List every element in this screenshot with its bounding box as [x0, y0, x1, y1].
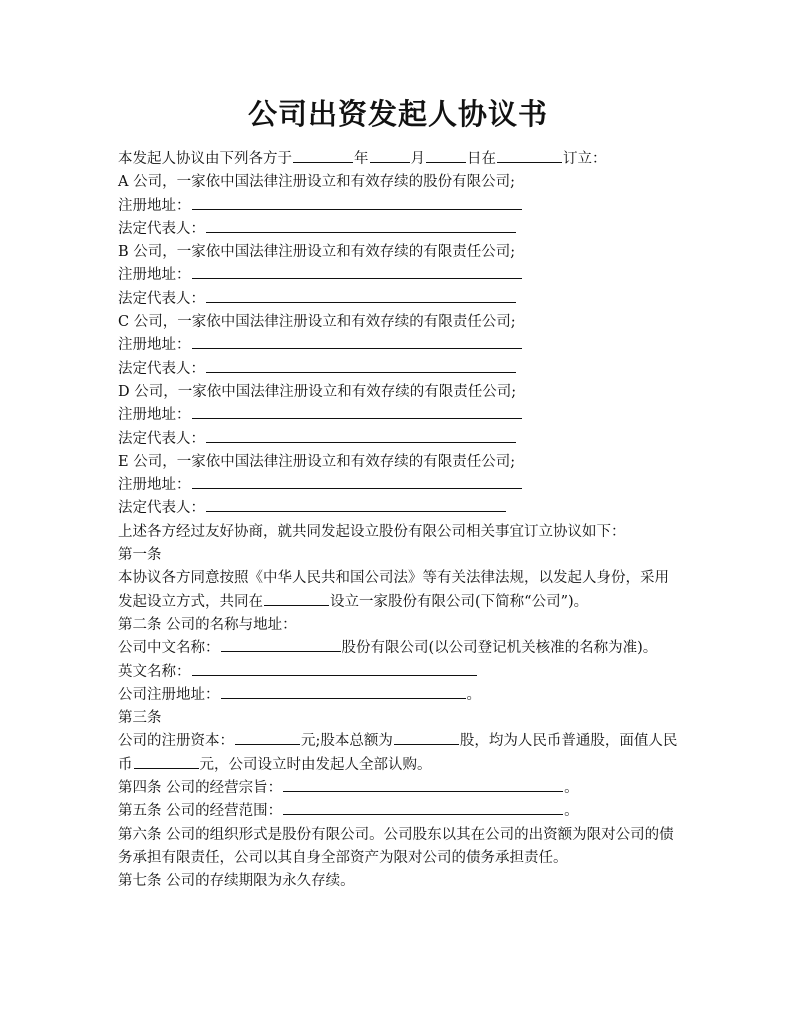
party-description: E 公司，一家依中国法律注册设立和有效存续的有限责任公司;	[118, 453, 516, 470]
party-address-row	[118, 404, 678, 427]
party-rep-row	[118, 497, 678, 520]
party-address-row	[118, 474, 678, 497]
capital-row	[118, 730, 678, 777]
article-5-text: 第五条 公司的经营范围：	[118, 803, 283, 820]
capital-mid: 元;股本总额为	[301, 733, 393, 750]
rep-label: 法定代表人：	[118, 500, 205, 517]
company-address-label: 公司注册地址：	[118, 686, 220, 703]
document-body	[118, 148, 678, 894]
article-5-end: 。	[564, 803, 579, 820]
party-description: D 公司，一家依中国法律注册设立和有效存续的有限责任公司;	[118, 383, 517, 400]
blank-field[interactable]	[426, 148, 466, 163]
blank-field[interactable]	[192, 195, 522, 210]
capital-label: 公司的注册资本：	[118, 733, 234, 750]
blank-field[interactable]	[370, 148, 410, 163]
party-rep-row	[118, 358, 678, 381]
capital-mid2: 股，均为人民币普通股，面值人民币	[118, 733, 678, 773]
cn-name-suffix: 股份有限公司(以公司登记机关核准的名称为准)。	[341, 640, 658, 657]
intro-signed: 订立：	[563, 151, 607, 167]
address-label: 注册地址：	[118, 197, 191, 214]
article-4-text: 第四条 公司的经营宗旨：	[118, 780, 283, 797]
rep-label: 法定代表人：	[118, 220, 205, 237]
article-6-text: 第六条 公司的组织形式是股份有限公司。公司股东以其在公司的出资额为限对公司的债务承担有限责任，公司以其自身全部资产为限对公司的债务承担责任。	[118, 826, 674, 866]
blank-field[interactable]	[192, 264, 522, 279]
blank-field[interactable]	[192, 334, 522, 349]
article-4-end: 。	[564, 780, 579, 797]
company-en-name-row	[118, 661, 678, 684]
document-title: 公司出资发起人协议书	[247, 97, 548, 131]
capital-end: 元，公司设立时由发起人全部认购。	[199, 756, 432, 773]
rep-label: 法定代表人：	[118, 430, 205, 447]
party-address-row	[118, 264, 678, 287]
rep-label: 法定代表人：	[118, 360, 205, 377]
blank-field[interactable]	[221, 684, 466, 699]
intro-text: 本发起人协议由下列各方于	[118, 151, 292, 167]
blank-field[interactable]	[293, 148, 353, 163]
article-1-text	[118, 567, 678, 614]
article-1-text-b: 设立一家股份有限公司(下简称“公司”)。	[330, 593, 589, 610]
intro-day-at: 日在	[467, 151, 496, 167]
address-label: 注册地址：	[118, 407, 191, 424]
blank-field[interactable]	[206, 428, 516, 443]
party-description: C 公司，一家依中国法律注册设立和有效存续的有限责任公司;	[118, 314, 516, 331]
rep-label: 法定代表人：	[118, 290, 205, 307]
intro-month: 月	[410, 151, 425, 167]
blank-field[interactable]	[206, 358, 516, 373]
cn-name-label: 公司中文名称：	[118, 640, 220, 657]
article-1-heading: 第一条	[118, 547, 162, 564]
blank-field[interactable]	[206, 218, 516, 233]
company-address-end: 。	[466, 686, 481, 703]
blank-field[interactable]	[235, 730, 300, 745]
article-5-row	[118, 800, 678, 823]
article-1-text-a: 本协议各方同意按照《中华人民共和国公司法》等有关法律法规，以发起人身份，采用发起设立方式，共同在	[118, 570, 669, 610]
en-name-label: 英文名称：	[118, 663, 191, 680]
blank-field[interactable]	[134, 754, 199, 769]
intro-line	[118, 148, 678, 171]
party-description: B 公司，一家依中国法律注册设立和有效存续的有限责任公司;	[118, 244, 516, 261]
blank-field[interactable]	[192, 661, 477, 676]
party-address-row	[118, 334, 678, 357]
company-address-row	[118, 684, 678, 707]
blank-field[interactable]	[192, 474, 522, 489]
party-rep-row	[118, 428, 678, 451]
agreement-lead: 上述各方经过友好协商，就共同发起设立股份有限公司相关事宜订立协议如下：	[118, 523, 626, 540]
blank-field[interactable]	[283, 800, 563, 815]
party-rep-row	[118, 288, 678, 311]
blank-field[interactable]	[192, 404, 522, 419]
blank-field[interactable]	[206, 497, 506, 512]
article-3-heading: 第三条	[118, 710, 162, 727]
address-label: 注册地址：	[118, 337, 191, 354]
party-description: A 公司，一家依中国法律注册设立和有效存续的股份有限公司;	[118, 174, 515, 191]
intro-year: 年	[354, 151, 369, 167]
article-2-heading: 第二条 公司的名称与地址：	[118, 616, 297, 633]
company-cn-name-row	[118, 637, 678, 660]
article-4-row	[118, 777, 678, 800]
blank-field[interactable]	[497, 148, 562, 163]
blank-field[interactable]	[221, 637, 341, 652]
blank-field[interactable]	[264, 591, 329, 606]
blank-field[interactable]	[394, 730, 459, 745]
blank-field[interactable]	[283, 777, 563, 792]
party-rep-row	[118, 218, 678, 241]
party-address-row	[118, 195, 678, 218]
blank-field[interactable]	[206, 288, 516, 303]
address-label: 注册地址：	[118, 267, 191, 284]
address-label: 注册地址：	[118, 477, 191, 494]
article-7-text: 第七条 公司的存续期限为永久存续。	[118, 873, 355, 890]
